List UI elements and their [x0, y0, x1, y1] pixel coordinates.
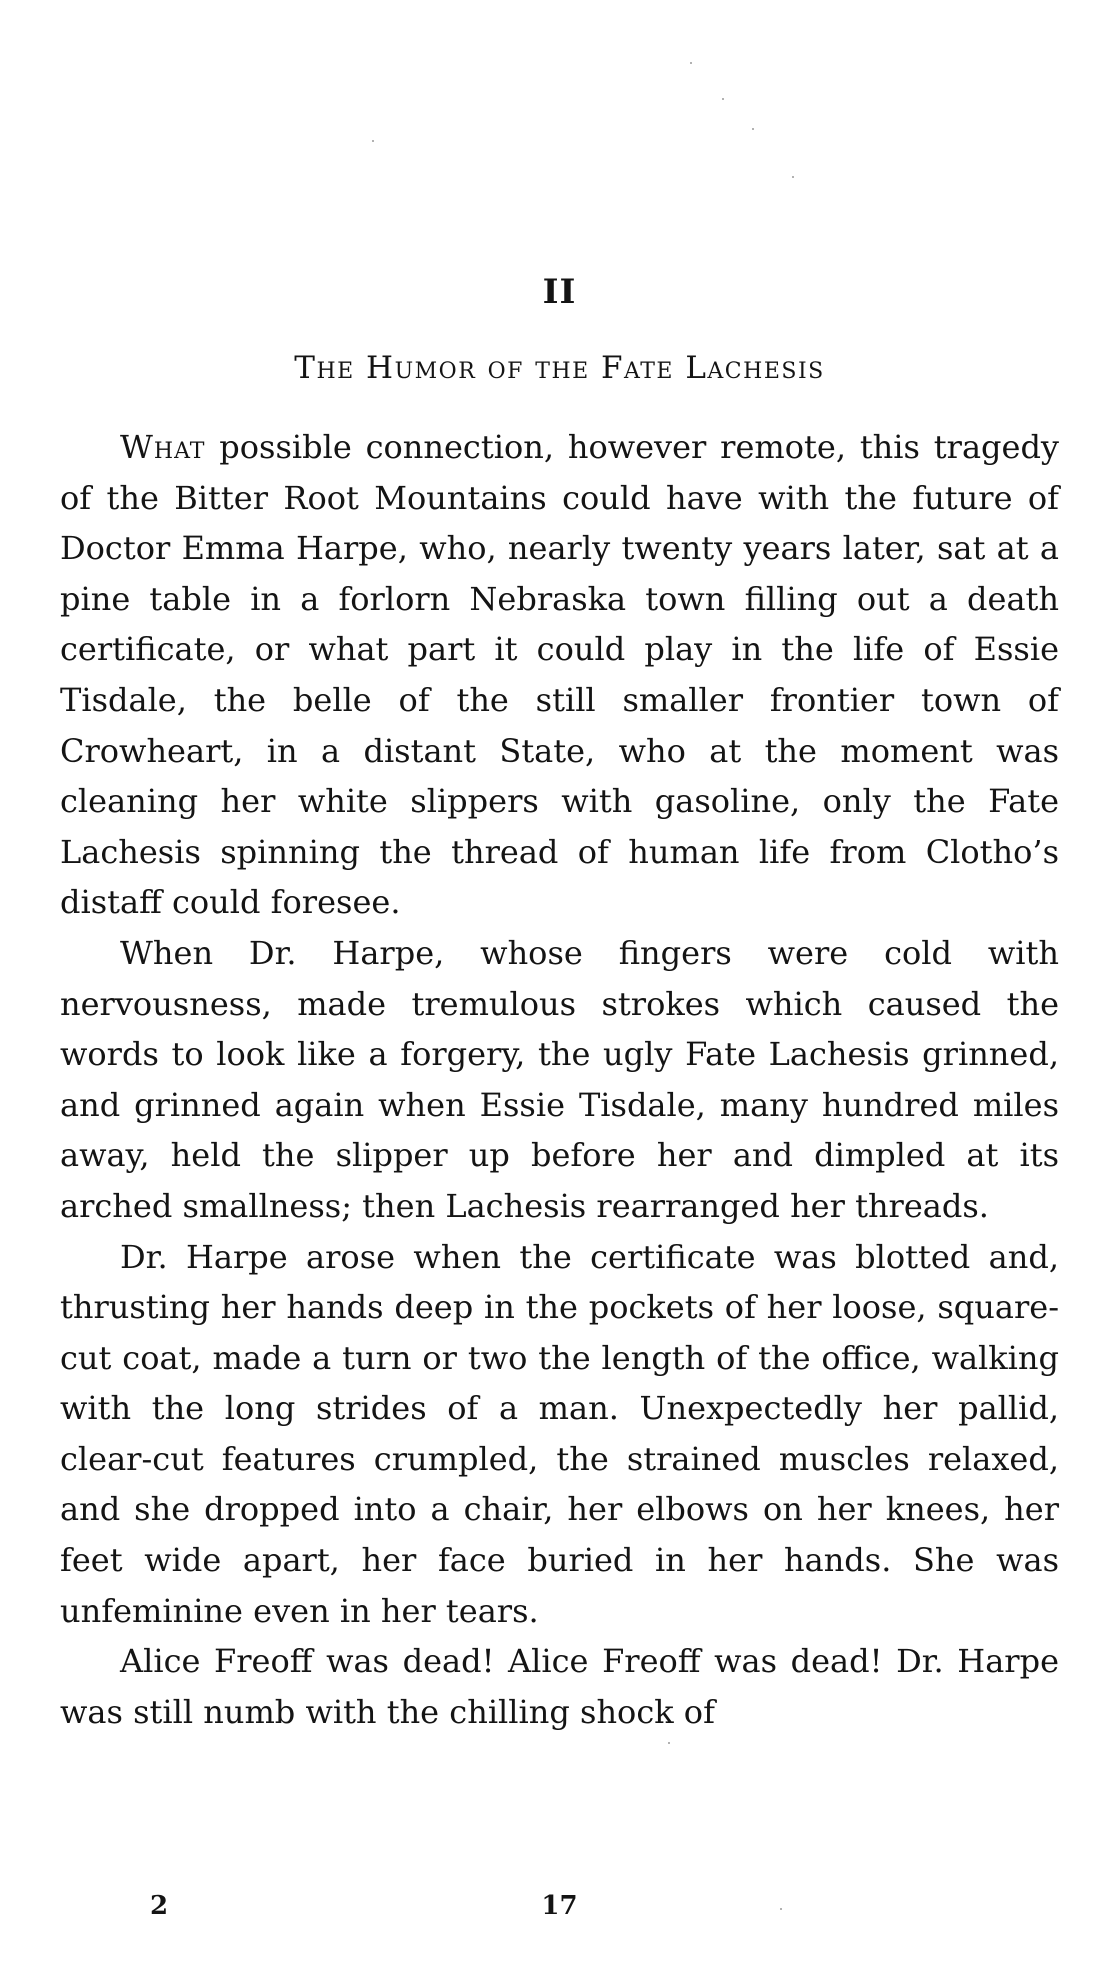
chapter-body: [60, 422, 1059, 1737]
page-speck: [752, 128, 754, 130]
page-speck: [668, 1742, 670, 1744]
paragraph-text: Dr. Harpe arose when the certificate was blotted and, thrusting her hands deep in the pockets of her loose, square-cut coat, made a turn or two the length of the office, walking with the long strides of a man. Unexpectedly her pallid, clear-cut features crumpled, the strained muscles relaxed, and she dropped into a chair, her elbows on her knees, her feet wide apart, her face buried in her hands. She was unfeminine even in her tears.: [60, 1237, 1059, 1630]
paragraph-lead-word: What: [120, 428, 206, 466]
page-speck: [792, 176, 794, 178]
paragraph-text: Alice Freoff was dead! Alice Freoff was dead! Dr. Harpe was still numb with the chilling shock of: [60, 1642, 1059, 1731]
chapter-number: II: [542, 272, 577, 312]
paragraph-text: possible connection, however remote, this tragedy of the Bitter Root Mountains could have with the future of Doctor Emma Harpe, who, nearly twenty years later, sat at a pine table in a forlorn Nebraska town filling out a death certificate, or what part it could play in the life of Essie Tisdale, the belle of the still smaller frontier town of Crowheart, in a distant State, who at the moment was cleaning her white slippers with gasoline, only the Fate Lachesis spinning the thread of human life from Clotho’s distaff could foresee.: [60, 428, 1059, 922]
page-speck: [372, 140, 374, 142]
paragraph: [60, 928, 1059, 1232]
paragraph: [60, 1232, 1059, 1637]
paragraph: [60, 422, 1059, 928]
page-speck: [722, 98, 724, 100]
paragraph-text: When Dr. Harpe, whose fingers were cold with nervousness, made tremulous strokes which caused the words to look like a forgery, the ugly Fate Lachesis grinned, and grinned again when Essie Tisdale, many hundred miles away, held the slipper up before her and dimpled at its arched smallness; then Lachesis rearranged her threads.: [60, 933, 1059, 1225]
page-speck: [690, 62, 692, 64]
signature-mark: 2: [150, 1891, 169, 1921]
chapter-title: The Humor of the Fate Lachesis: [294, 350, 825, 386]
paragraph: [60, 1636, 1059, 1737]
page-number: 17: [541, 1891, 578, 1921]
